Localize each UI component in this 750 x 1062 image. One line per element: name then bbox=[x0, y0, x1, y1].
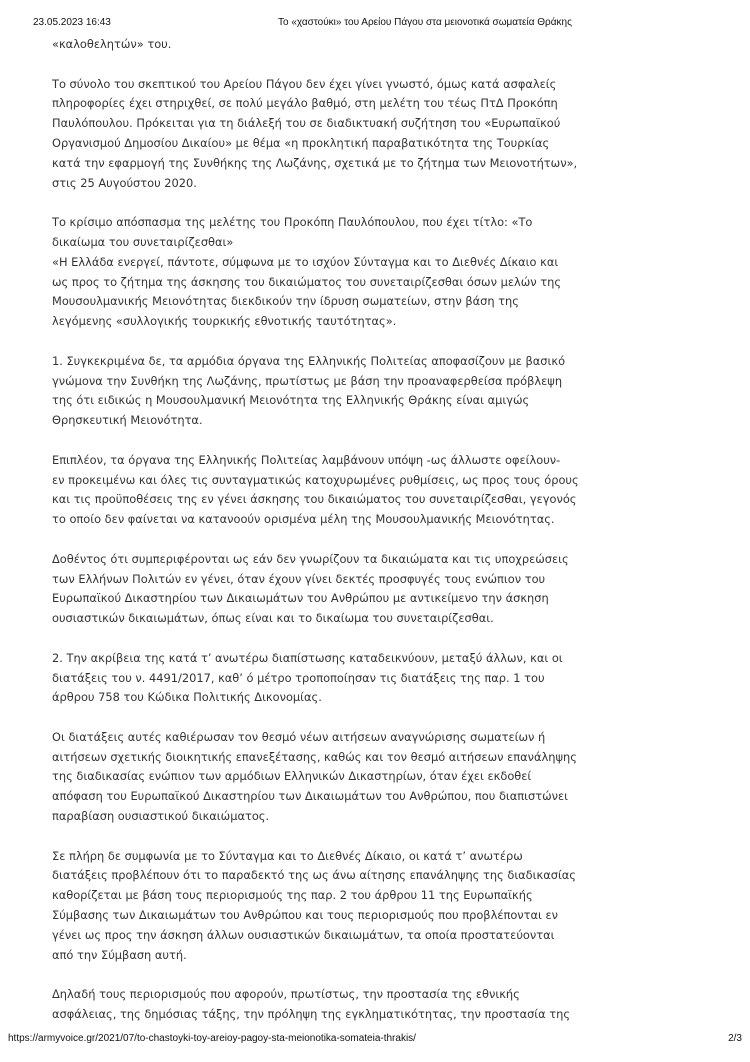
text-line: από την Σύμβαση αυτή. bbox=[52, 947, 187, 962]
text-line: εν προκειμένω και όλες τις συνταγματικώς κατοχυρωμένες ρυθμίσεις, ως προς τους όρους bbox=[52, 472, 579, 487]
text-line: Σε πλήρη δε συμφωνία με το Σύνταγμα και το Διεθνές Δίκαιο, οι κατά τ’ ανωτέρω bbox=[52, 848, 523, 863]
text-line: διατάξεις του ν. 4491/2017, καθ’ ό μέτρο τροποποίησαν τις διατάξεις της παρ. 1 του bbox=[52, 670, 545, 685]
text-line: λεγόμενης «συλλογικής τουρκικής εθνοτικής ταυτότητας». bbox=[52, 314, 397, 329]
text-line: καθορίζεται με βάση τους περιορισμούς της παρ. 2 του άρθρου 11 της Ευρωπαϊκής bbox=[52, 888, 533, 903]
text-line: των Ελλήνων Πολιτών εν γένει, όταν έχουν γίνει δεκτές προσφυγές τους ενώπιον του bbox=[52, 571, 546, 586]
text-line: 1. Συγκεκριμένα δε, τα αρμόδια όργανα της Ελληνικής Πολιτείας αποφασίζουν με βασικό bbox=[52, 353, 566, 368]
text-line: Δοθέντος ότι συμπεριφέρονται ως εάν δεν γνωρίζουν τα δικαιώματα και τις υποχρεώσεις bbox=[52, 551, 569, 566]
article-paragraph bbox=[52, 649, 612, 708]
text-line: κατά την εφαρμογή της Συνθήκης της Λωζάνης, σχετικά με το ζήτημα των Μειονοτήτων», bbox=[52, 155, 578, 170]
text-line: άρθρου 758 του Κώδικα Πολιτικής Δικονομίας. bbox=[52, 690, 322, 705]
print-footer-url: https://armyvoice.gr/2021/07/to-chastoyki-toy-areioy-pagoy-sta-meionotika-somateia-thrakis/ bbox=[8, 1033, 416, 1044]
text-line: πληροφορίες έχει στηριχθεί, σε πολύ μεγάλο βαθμό, στη μελέτη του τέως ΠτΔ Προκόπη bbox=[52, 96, 558, 111]
text-line: ασφάλειας, της δημόσιας τάξης, την πρόληψη της εγκληματικότητας, την προστασία της bbox=[52, 1007, 571, 1022]
text-line: το οποίο δεν φαίνεται να κατανοούν ορισμένα μέλη της Μουσουλμανικής Μειονότητας. bbox=[52, 512, 555, 527]
article-paragraph bbox=[52, 213, 612, 332]
text-line: ουσιαστικών δικαιωμάτων, όπως είναι και το δικαίωμα του συνεταιρίζεσθαι. bbox=[52, 611, 494, 626]
text-line: παραβίαση ουσιαστικού δικαιώματος. bbox=[52, 809, 270, 824]
text-line: διατάξεις προβλέπουν ότι το παραδεκτό της ως άνω αίτησης επανάληψης της διαδικασίας bbox=[52, 868, 576, 883]
text-line: ως προς το ζήτημα της άσκησης του δικαιώματος του συνεταιρίζεσθαι όσων μελών της bbox=[52, 274, 562, 289]
page-number: 2/3 bbox=[728, 1033, 742, 1044]
article-paragraph bbox=[52, 35, 612, 55]
text-line: στις 25 Αυγούστου 2020. bbox=[52, 175, 197, 190]
text-line: «Η Ελλάδα ενεργεί, πάντοτε, σύμφωνα με το ισχύον Σύνταγμα και το Διεθνές Δίκαιο και bbox=[52, 254, 559, 269]
text-line: 2. Την ακρίβεια της κατά τ’ ανωτέρω διαπίστωσης καταδεικνύουν, μεταξύ άλλων, και οι bbox=[52, 650, 563, 665]
article-paragraph bbox=[52, 75, 612, 194]
text-line: αιτήσεων σχετικής διοικητικής επανεξέτασης, καθώς και τον θεσμό αιτήσεων επανάληψης bbox=[52, 749, 577, 764]
text-line: Παυλόπουλου. Πρόκειται για τη διάλεξή του σε διαδικτυακή συζήτηση του «Ευρωπαϊκού bbox=[52, 116, 561, 131]
text-line: γνώμονα την Συνθήκη της Λωζάνης, πρωτίστως με βάση την προαναφερθείσα πρόβλεψη bbox=[52, 373, 563, 388]
text-line: Το κρίσιμο απόσπασμα της μελέτης του Προκόπη Παυλόπουλου, που έχει τίτλο: «Το bbox=[52, 215, 533, 230]
text-line: Οι διατάξεις αυτές καθιέρωσαν τον θεσμό νέων αιτήσεων αναγνώρισης σωματείων ή bbox=[52, 729, 546, 744]
article-paragraph bbox=[52, 847, 612, 966]
text-line: απόφαση του Ευρωπαϊκού Δικαστηρίου των Δικαιωμάτων του Ανθρώπου, που διαπιστώνει bbox=[52, 789, 568, 804]
print-header-title: Το «χαστούκι» του Αρείου Πάγου στα μειονοτικά σωματεία Θράκης bbox=[278, 17, 572, 28]
text-line: «καλοθελητών» του. bbox=[52, 37, 172, 51]
text-line: Οργανισμού Δημοσίου Δικαίου» με θέμα «η προκλητική παραβατικότητα της Τουρκίας bbox=[52, 135, 550, 150]
text-line: Το σύνολο του σκεπτικού του Αρείου Πάγου δεν έχει γίνει γνωστό, όμως κατά ασφαλείς bbox=[52, 76, 557, 91]
text-line: γένει ως προς την άσκηση άλλων ουσιαστικών δικαιωμάτων, τα οποία προστατεύονται bbox=[52, 927, 555, 942]
article-paragraph bbox=[52, 985, 612, 1025]
article-paragraph bbox=[52, 352, 612, 431]
text-line: και τις προϋποθέσεις της εν γένει άσκησης του δικαιώματος του συνεταιρίζεσθαι, γεγονός bbox=[52, 492, 577, 507]
text-line: Επιπλέον, τα όργανα της Ελληνικής Πολιτείας λαμβάνουν υπόψη -ως άλλωστε οφείλουν- bbox=[52, 452, 561, 467]
text-line: Μουσουλμανικής Μειονότητας διεκδικούν την ίδρυση σωματείων, στην βάση της bbox=[52, 294, 519, 309]
article-paragraph bbox=[52, 728, 612, 827]
article-body bbox=[52, 35, 612, 1045]
article-paragraph bbox=[52, 550, 612, 629]
print-header-datetime: 23.05.2023 16:43 bbox=[33, 17, 111, 28]
text-line: της ότι ειδικώς η Μουσουλμανική Μειονότητα της Ελληνικής Θράκης είναι αμιγώς bbox=[52, 393, 530, 408]
text-line: δικαίωμα του συνεταιρίζεσθαι» bbox=[52, 234, 234, 249]
article-paragraph bbox=[52, 451, 612, 530]
text-line: Δηλαδή τους περιορισμούς που αφορούν, πρωτίστως, την προστασία της εθνικής bbox=[52, 987, 520, 1002]
text-line: Σύμβασης των Δικαιωμάτων του Ανθρώπου και τους περιορισμούς που προβλέπονται εν bbox=[52, 908, 559, 923]
text-line: Θρησκευτική Μειονότητα. bbox=[52, 413, 203, 428]
text-line: Ευρωπαϊκού Δικαστηρίου των Δικαιωμάτων του Ανθρώπου με αντικείμενο την άσκηση bbox=[52, 591, 549, 606]
text-line: της διαδικασίας ενώπιον των αρμόδιων Ελληνικών Δικαστηρίων, όταν έχει εκδοθεί bbox=[52, 769, 532, 784]
